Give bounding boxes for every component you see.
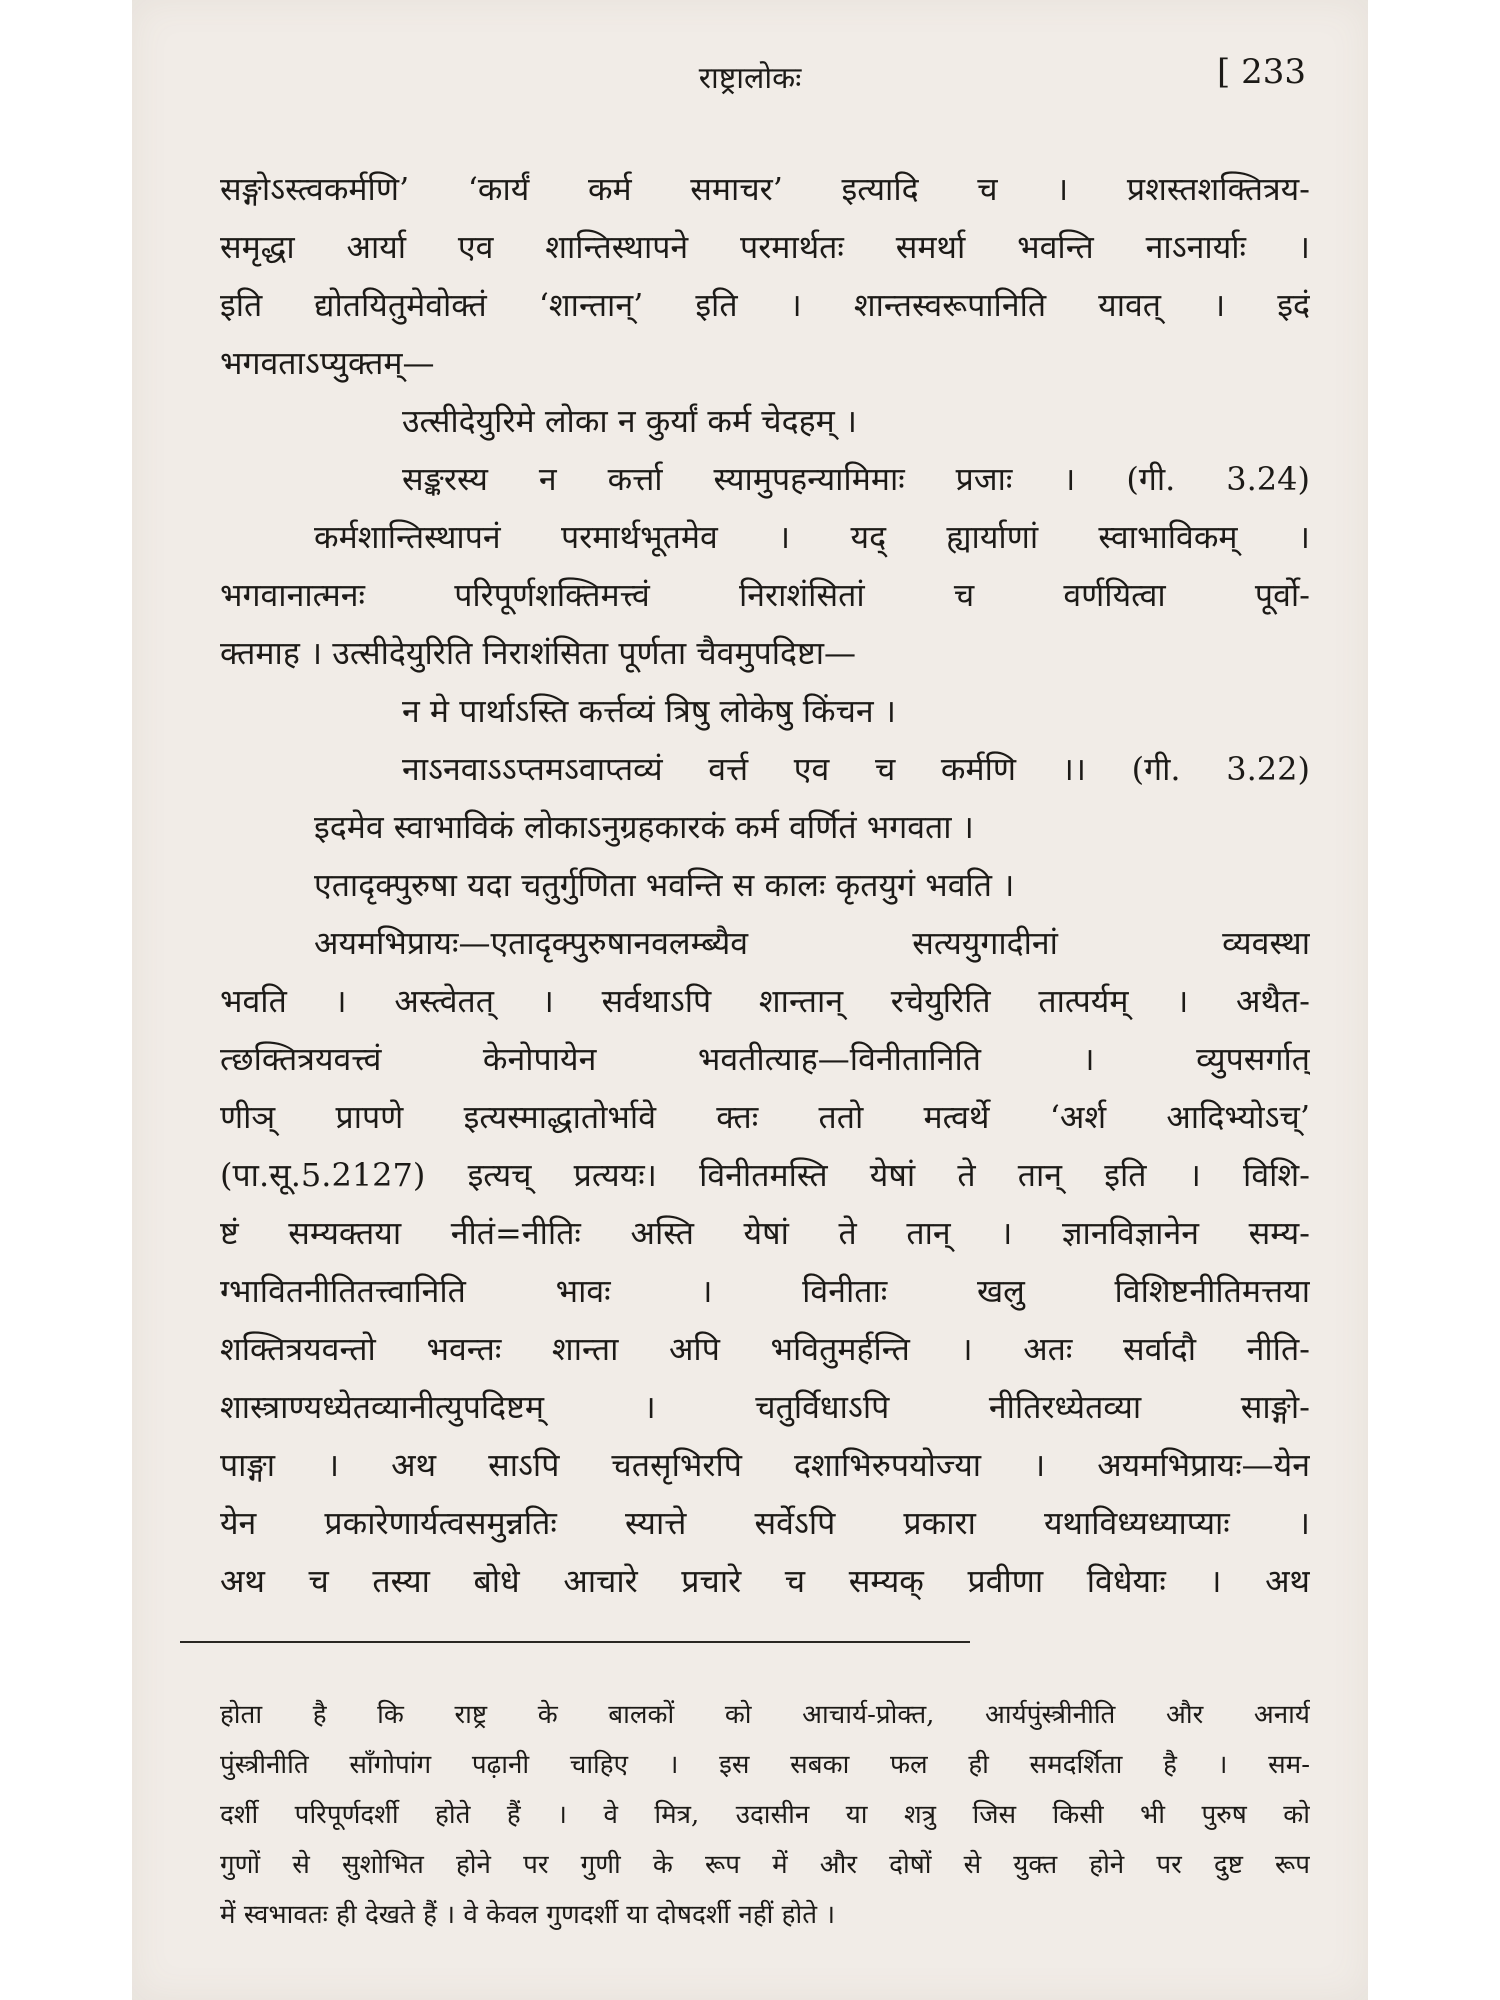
text-line: इति द्योतयितुमेवोक्तं ‘शान्तान्’ इति । शान्तस्वरूपानिति यावत् । इदं (220, 286, 1310, 324)
verse-line: न मे पार्थाऽस्ति कर्त्तव्यं त्रिषु लोकेषु किंचन । (402, 692, 896, 730)
verse-line: सङ्करस्य न कर्त्ता स्यामुपहन्यामिमाः प्रजाः । (गी. 3.24) (402, 460, 1310, 498)
text-line: इदमेव स्वाभाविकं लोकाऽनुग्रहकारकं कर्म वर्णितं भगवता । (314, 808, 974, 846)
text-line: अयमभिप्रायः—एतादृक्पुरुषानवलम्ब्यैव सत्ययुगादीनां व्यवस्था (314, 924, 1310, 962)
verse-line: नाऽनवाऽऽप्तमऽवाप्तव्यं वर्त्त एव च कर्मणि ।। (गी. 3.22) (402, 750, 1310, 788)
text-line: शास्त्राण्यध्येतव्यानीत्युपदिष्टम् । चतुर्विधाऽपि नीतिरध्येतव्या साङ्गो- (220, 1388, 1310, 1426)
text-line: सङ्गोऽस्त्वकर्मणि’ ‘कार्यं कर्म समाचर’ इत्यादि च । प्रशस्तशक्तित्रय- (220, 170, 1310, 208)
text-line: ष्टं सम्यक्तया नीतं=नीतिः अस्ति येषां ते तान् । ज्ञानविज्ञानेन सम्य- (220, 1214, 1310, 1252)
footnote (220, 1690, 1310, 1940)
main-text (220, 160, 1310, 1610)
running-title: राष्ट्रालोकः (698, 61, 802, 96)
footnote-line: गुणों से सुशोभित होने पर गुणी के रूप में और दोषों से युक्त होने पर दुष्ट रूप (220, 1850, 1310, 1880)
text-line: कर्मशान्तिस्थापनं परमार्थभूतमेव । यद् ह्यार्याणां स्वाभाविकम् । (314, 518, 1310, 556)
text-line: अथ च तस्या बोधे आचारे प्रचारे च सम्यक् प्रवीणा विधेयाः । अथ (220, 1562, 1310, 1600)
footnote-line: दर्शी परिपूर्णदर्शी होते हैं । वे मित्र, उदासीन या शत्रु जिस किसी भी पुरुष को (220, 1800, 1310, 1830)
text-line: एतादृक्पुरुषा यदा चतुर्गुणिता भवन्ति स कालः कृतयुगं भवति । (314, 866, 1015, 904)
text-line: येन प्रकारेणार्यत्वसमुन्नतिः स्यात्ते सर्वेऽपि प्रकारा यथाविध्यध्याप्याः । (220, 1504, 1310, 1542)
verse-line: उत्सीदेयुरिमे लोका न कुर्यां कर्म चेदहम् । (402, 402, 858, 440)
text-line: समृद्धा आर्या एव शान्तिस्थापने परमार्थतः समर्था भवन्ति नाऽनार्याः । (220, 228, 1310, 266)
text-line: णीञ् प्रापणे इत्यस्माद्धातोर्भावे क्तः ततो मत्वर्थे ‘अर्श आदिभ्योऽच्’ (220, 1098, 1310, 1136)
footnote-line: होता है कि राष्ट्र के बालकों को आचार्य-प्रोक्त, आर्यपुंस्त्रीनीति और अनार्य (220, 1700, 1310, 1730)
book-page (132, 0, 1368, 2000)
footnote-line: पुंस्त्रीनीति साँगोपांग पढ़ानी चाहिए । इस सबका फल ही समदर्शिता है । सम- (220, 1750, 1310, 1780)
footnote-line: में स्वभावतः ही देखते हैं । वे केवल गुणदर्शी या दोषदर्शी नहीं होते । (220, 1900, 836, 1930)
text-line: त्छक्तित्रयवत्त्वं केनोपायेन भवतीत्याह—विनीतानिति । व्युपसर्गात् (220, 1040, 1310, 1078)
page-number: [ 233 (1217, 52, 1306, 92)
text-line: क्तमाह । उत्सीदेयुरिति निराशंसिता पूर्णता चैवमुपदिष्टा— (220, 634, 857, 672)
text-line: शक्तित्रयवन्तो भवन्तः शान्ता अपि भवितुमर्हन्ति । अतः सर्वादौ नीति- (220, 1330, 1310, 1368)
text-line: पाङ्गा । अथ साऽपि चतसृभिरपि दशाभिरुपयोज्या । अयमभिप्रायः—येन (220, 1446, 1310, 1484)
text-line: भगवताऽप्युक्तम्— (220, 344, 435, 382)
footnote-divider (180, 1641, 970, 1643)
text-line: ग्भावितनीतितत्त्वानिति भावः । विनीताः खलु विशिष्टनीतिमत्तया (220, 1272, 1310, 1310)
text-line: (पा.सू.5.2127) इत्यच् प्रत्ययः। विनीतमस्ति येषां ते तान् इति । विशि- (220, 1156, 1310, 1194)
running-head (132, 52, 1368, 112)
text-line: भगवानात्मनः परिपूर्णशक्तिमत्त्वं निराशंसितां च वर्णयित्वा पूर्वो- (220, 576, 1310, 614)
text-line: भवति । अस्त्वेतत् । सर्वथाऽपि शान्तान् रचेयुरिति तात्पर्यम् । अथैत- (220, 982, 1310, 1020)
